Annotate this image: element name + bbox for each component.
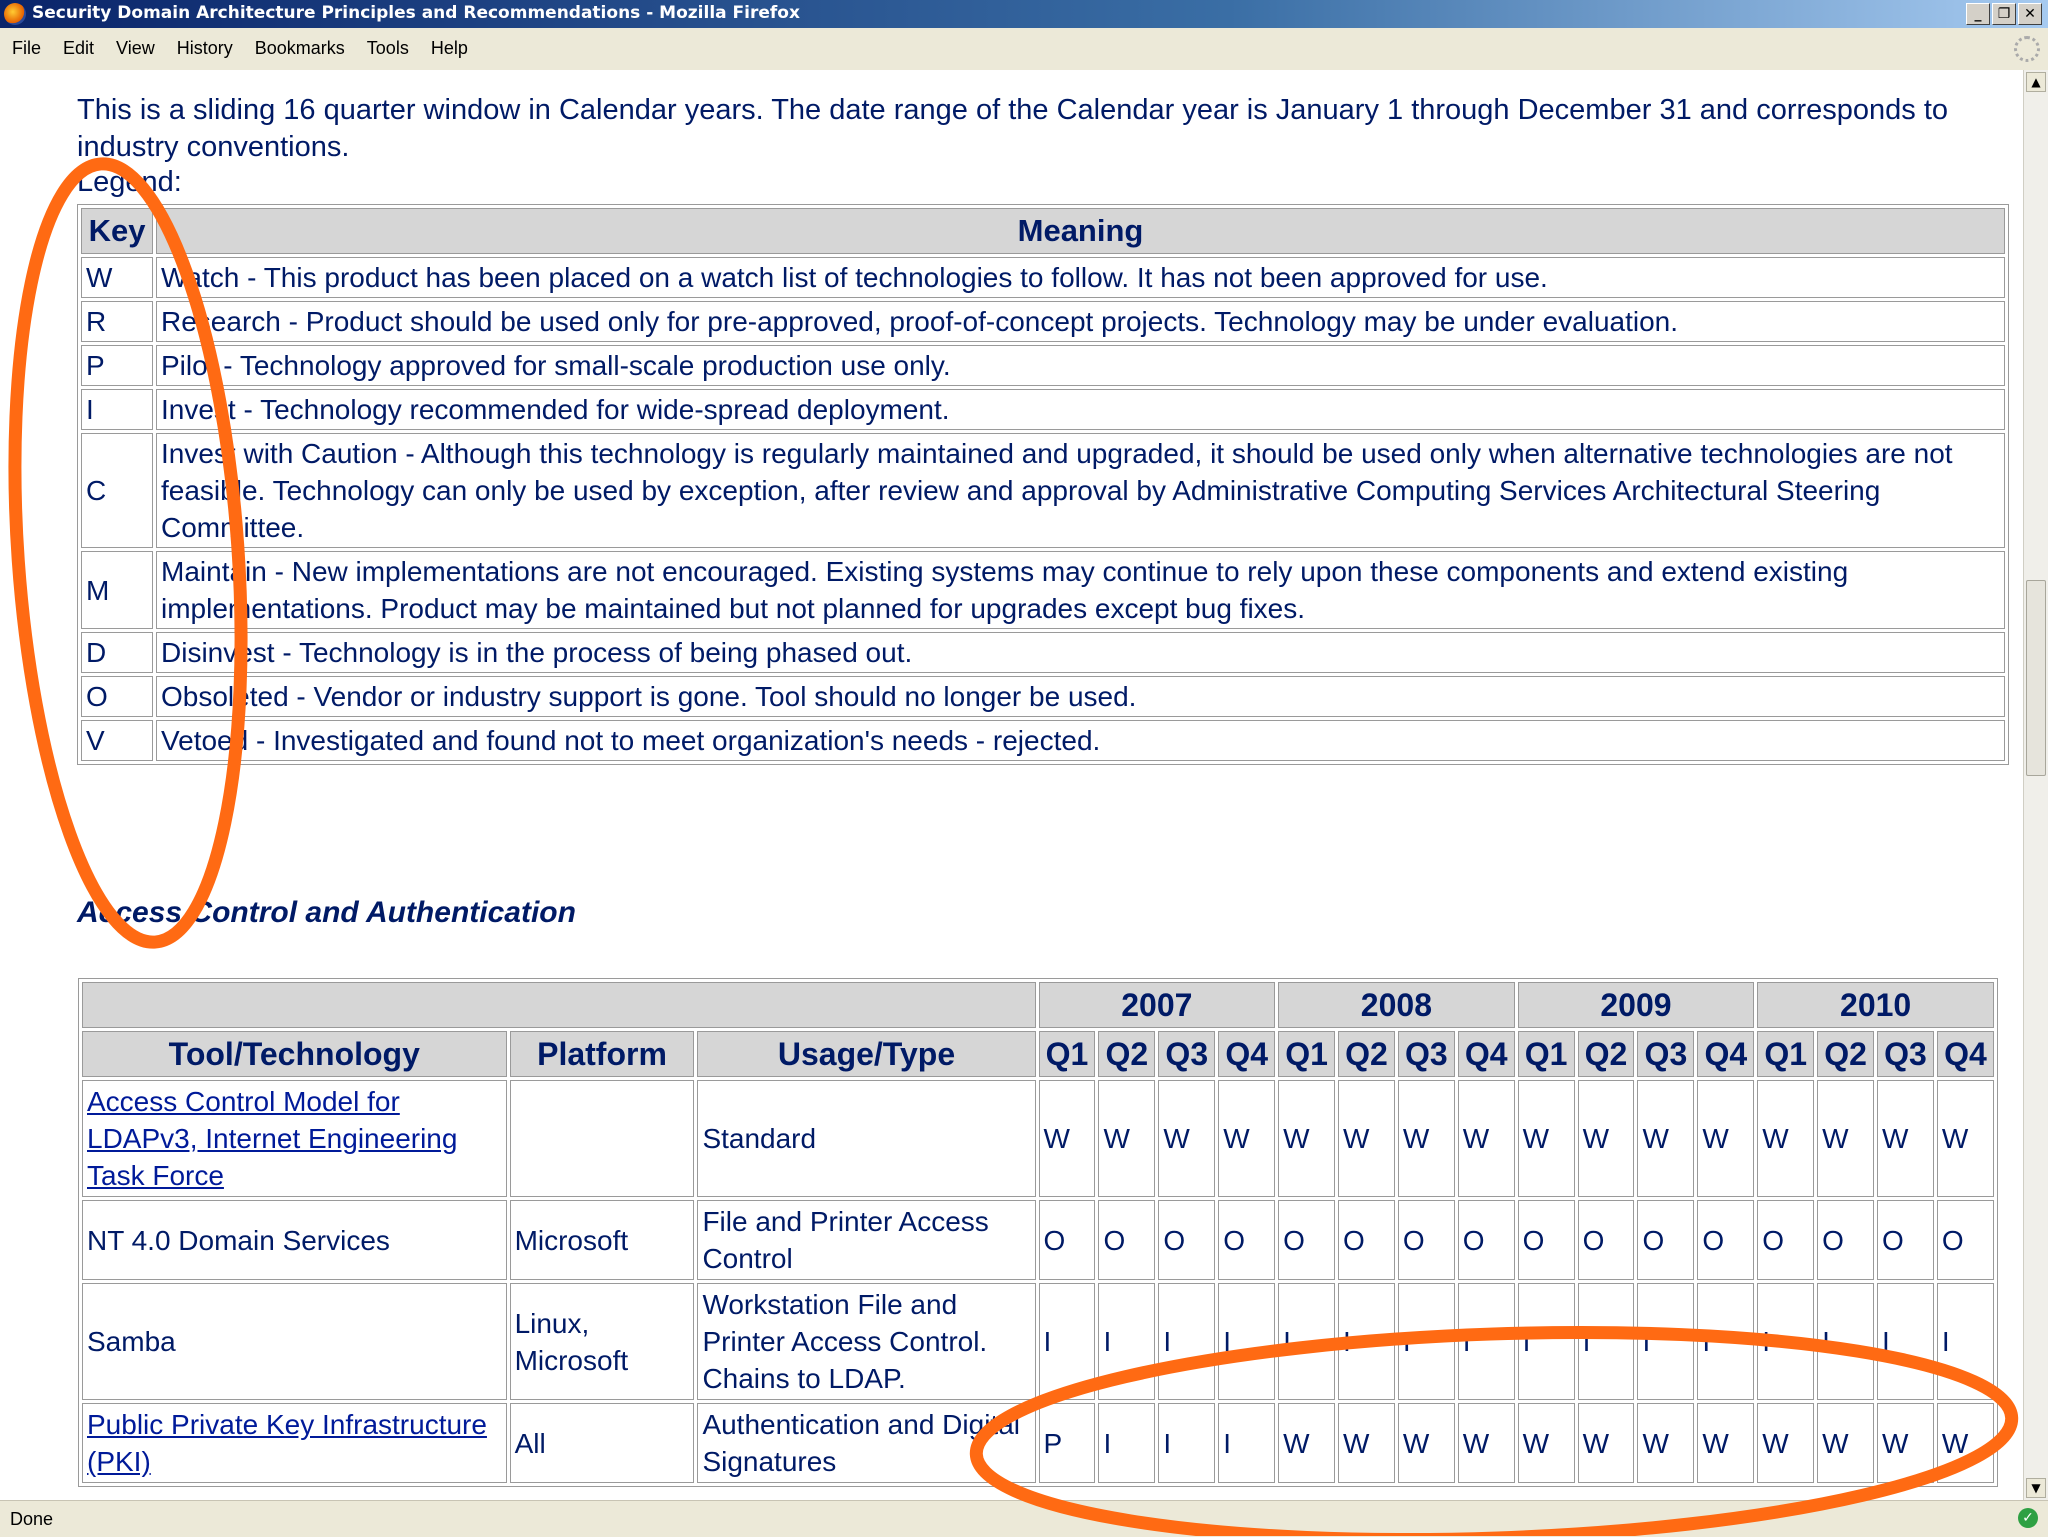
platform-cell [510, 1080, 695, 1197]
header-platform: Platform [510, 1031, 695, 1077]
quarter-status-cell: W [1757, 1080, 1814, 1197]
menu-history[interactable]: History [176, 38, 233, 58]
quarter-status-cell: W [1039, 1080, 1096, 1197]
quarter-status-cell: W [1937, 1080, 1994, 1197]
legend-row [81, 433, 2005, 548]
quarter-status-cell: O [1278, 1200, 1335, 1280]
tool-name: NT 4.0 Domain Services [87, 1224, 390, 1256]
quarter-status-cell: W [1757, 1403, 1814, 1483]
quarter-header: Q2 [1338, 1031, 1395, 1077]
quarter-header: Q3 [1158, 1031, 1215, 1077]
quarter-status-cell: O [1877, 1200, 1934, 1280]
usage-cell: File and Printer Access Control [697, 1200, 1035, 1280]
technology-row [82, 1403, 1994, 1483]
legend-meaning: Maintain - New implementations are not encouraged. Existing systems may continue to rely upon these components and extend existing implementations. Product may be maintained but not planned for upgrades except bug fixes. [156, 551, 2005, 629]
legend-key: M [81, 551, 153, 629]
window-title-bar [0, 0, 2048, 28]
quarter-status-cell: W [1398, 1080, 1455, 1197]
quarter-status-cell: W [1817, 1080, 1874, 1197]
quarter-status-cell: O [1398, 1200, 1455, 1280]
legend-key: V [81, 720, 153, 761]
page-content [0, 70, 2024, 1500]
quarter-status-cell: O [1218, 1200, 1275, 1280]
status-text: Done [10, 1509, 54, 1529]
quarter-status-cell: W [1578, 1403, 1635, 1483]
menu-bookmarks[interactable]: Bookmarks [254, 38, 345, 58]
quarter-status-cell: O [1458, 1200, 1515, 1280]
header-usage: Usage/Type [697, 1031, 1035, 1077]
year-header: 2010 [1757, 982, 1994, 1028]
intro-text: This is a sliding 16 quarter window in Calendar years. The date range of the Calendar year is January 1 through December 31 and corresponds to industry conventions. [77, 94, 1949, 163]
menu-file[interactable]: File [12, 38, 42, 58]
legend-row [81, 389, 2005, 430]
quarter-status-cell: P [1039, 1403, 1096, 1483]
platform-cell: All [510, 1403, 695, 1483]
quarter-header: Q1 [1757, 1031, 1814, 1077]
legend-meaning: Invest - Technology recommended for wide-spread deployment. [156, 389, 2005, 430]
quarter-status-cell: W [1697, 1403, 1754, 1483]
quarter-status-cell: W [1937, 1403, 1994, 1483]
legend-table [77, 204, 2009, 765]
quarter-status-cell: O [1817, 1200, 1874, 1280]
usage-cell: Workstation File and Printer Access Control. Chains to LDAP. [697, 1283, 1035, 1400]
legend-meaning: Obsoleted - Vendor or industry support is gone. Tool should no longer be used. [156, 676, 2005, 717]
quarter-status-cell: I [1757, 1283, 1814, 1400]
tool-link[interactable]: Public Private Key Infrastructure (PKI) [87, 1409, 487, 1477]
quarter-status-cell: I [1218, 1403, 1275, 1483]
quarter-status-cell: I [1937, 1283, 1994, 1400]
legend-row [81, 632, 2005, 673]
platform-cell: Microsoft [510, 1200, 695, 1280]
legend-header-meaning: Meaning [156, 208, 2005, 254]
firefox-icon [4, 3, 26, 25]
quarter-status-cell: I [1398, 1283, 1455, 1400]
window-title: Security Domain Architecture Principles and Recommendations - Mozilla Firefox [32, 3, 800, 23]
tool-cell [82, 1283, 507, 1400]
quarter-header: Q1 [1039, 1031, 1096, 1077]
legend-row [81, 676, 2005, 717]
usage-cell: Authentication and Digital Signatures [697, 1403, 1035, 1483]
legend-meaning: Invest with Caution - Although this technology is regularly maintained and upgraded, it should be used only when alternative technologies are not feasible. Technology can only be used by exception, after review and approval by Administrative Computing Services Architectural Steering Committee. [156, 433, 2005, 548]
section-title: Access Control and Authentication [77, 896, 576, 929]
quarter-status-cell: W [1637, 1403, 1694, 1483]
quarter-status-cell: O [1338, 1200, 1395, 1280]
close-button[interactable]: ✕ [2018, 3, 2042, 25]
quarter-status-cell: W [1817, 1403, 1874, 1483]
legend-key: P [81, 345, 153, 386]
quarter-status-cell: I [1218, 1283, 1275, 1400]
legend-key: C [81, 433, 153, 548]
quarter-status-cell: I [1518, 1283, 1575, 1400]
quarter-status-cell: W [1877, 1403, 1934, 1483]
tool-name: Samba [87, 1326, 176, 1357]
quarter-header: Q2 [1817, 1031, 1874, 1077]
legend-row [81, 720, 2005, 761]
restore-button[interactable]: ❐ [1992, 3, 2016, 25]
quarter-status-cell: I [1158, 1283, 1215, 1400]
minimize-button[interactable]: _ [1966, 3, 1990, 25]
throbber-icon [2014, 36, 2040, 62]
tool-cell [82, 1403, 507, 1483]
quarter-status-cell: I [1697, 1283, 1754, 1400]
quarter-status-cell: W [1218, 1080, 1275, 1197]
scroll-down-arrow-icon[interactable]: ▼ [2026, 1478, 2046, 1498]
quarter-status-cell: W [1637, 1080, 1694, 1197]
quarter-status-cell: W [1458, 1080, 1515, 1197]
quarter-status-cell: I [1877, 1283, 1934, 1400]
vertical-scrollbar[interactable] [2023, 70, 2048, 1500]
year-header: 2007 [1039, 982, 1276, 1028]
quarter-status-cell: I [1817, 1283, 1874, 1400]
quarter-status-cell: W [1338, 1403, 1395, 1483]
status-bar [0, 1500, 2048, 1537]
quarter-status-cell: I [1098, 1403, 1155, 1483]
tool-link[interactable]: Access Control Model for LDAPv3, Internet Engineering Task Force [87, 1086, 458, 1191]
quarter-header: Q1 [1278, 1031, 1335, 1077]
window-controls [1966, 3, 2042, 25]
legend-row [81, 345, 2005, 386]
technology-row [82, 1283, 1994, 1400]
quarter-status-cell: W [1098, 1080, 1155, 1197]
quarter-status-cell: I [1637, 1283, 1694, 1400]
legend-meaning: Watch - This product has been placed on a watch list of technologies to follow. It has not been approved for use. [156, 257, 2005, 298]
quarter-header: Q2 [1578, 1031, 1635, 1077]
quarter-status-cell: W [1518, 1080, 1575, 1197]
legend-key: I [81, 389, 153, 430]
quarter-status-cell: I [1338, 1283, 1395, 1400]
quarter-status-cell: O [1158, 1200, 1215, 1280]
tool-cell [82, 1200, 507, 1280]
quarter-header: Q3 [1637, 1031, 1694, 1077]
menu-help[interactable]: Help [430, 38, 468, 58]
legend-meaning: Pilot - Technology approved for small-scale production use only. [156, 345, 2005, 386]
quarter-status-cell: I [1039, 1283, 1096, 1400]
technology-row [82, 1200, 1994, 1280]
quarter-status-cell: W [1578, 1080, 1635, 1197]
quarter-status-cell: I [1458, 1283, 1515, 1400]
quarter-status-cell: O [1937, 1200, 1994, 1280]
menu-view[interactable]: View [116, 38, 155, 58]
quarter-status-cell: O [1637, 1200, 1694, 1280]
quarter-header: Q4 [1218, 1031, 1275, 1077]
legend-row [81, 551, 2005, 629]
scrollbar-thumb[interactable] [2026, 580, 2046, 776]
quarter-status-cell: W [1458, 1403, 1515, 1483]
quarter-header: Q4 [1697, 1031, 1754, 1077]
legend-meaning: Vetoed - Investigated and found not to meet organization's needs - rejected. [156, 720, 2005, 761]
quarter-status-cell: O [1578, 1200, 1635, 1280]
quarter-status-cell: W [1877, 1080, 1934, 1197]
quarter-status-cell: I [1278, 1283, 1335, 1400]
year-header: 2009 [1518, 982, 1755, 1028]
legend-key: W [81, 257, 153, 298]
quarter-status-cell: I [1098, 1283, 1155, 1400]
quarter-status-cell: W [1278, 1403, 1335, 1483]
quarter-header: Q1 [1518, 1031, 1575, 1077]
quarter-status-cell: W [1398, 1403, 1455, 1483]
platform-cell: Linux, Microsoft [510, 1283, 695, 1400]
header-tool: Tool/Technology [82, 1031, 507, 1077]
legend-label: Legend: [77, 166, 182, 198]
legend-row [81, 257, 2005, 298]
quarter-status-cell: O [1518, 1200, 1575, 1280]
quarter-status-cell: W [1158, 1080, 1215, 1197]
quarter-status-cell: I [1158, 1403, 1215, 1483]
legend-header-key: Key [81, 208, 153, 254]
usage-cell: Standard [697, 1080, 1035, 1197]
year-header: 2008 [1278, 982, 1515, 1028]
legend-meaning: Research - Product should be used only for pre-approved, proof-of-concept projects. Technology may be under evaluation. [156, 301, 2005, 342]
quarter-header: Q3 [1398, 1031, 1455, 1077]
legend-key: D [81, 632, 153, 673]
quarter-status-cell: W [1518, 1403, 1575, 1483]
quarter-status-cell: O [1697, 1200, 1754, 1280]
scroll-up-arrow-icon[interactable]: ▲ [2026, 72, 2046, 92]
quarter-status-cell: W [1278, 1080, 1335, 1197]
tool-cell [82, 1080, 507, 1197]
year-header-spacer [82, 982, 1036, 1028]
legend-row [81, 301, 2005, 342]
technology-row [82, 1080, 1994, 1197]
quarter-header: Q2 [1098, 1031, 1155, 1077]
quarter-status-cell: O [1098, 1200, 1155, 1280]
quarter-header: Q4 [1937, 1031, 1994, 1077]
menu-bar [0, 28, 2048, 71]
technology-table [78, 978, 1998, 1487]
legend-key: R [81, 301, 153, 342]
quarter-header: Q4 [1458, 1031, 1515, 1077]
status-ok-icon: ✓ [2018, 1508, 2038, 1528]
quarter-status-cell: W [1697, 1080, 1754, 1197]
quarter-status-cell: O [1039, 1200, 1096, 1280]
legend-meaning: Disinvest - Technology is in the process of being phased out. [156, 632, 2005, 673]
quarter-status-cell: O [1757, 1200, 1814, 1280]
legend-key: O [81, 676, 153, 717]
quarter-status-cell: I [1578, 1283, 1635, 1400]
menu-tools[interactable]: Tools [366, 38, 409, 58]
quarter-header: Q3 [1877, 1031, 1934, 1077]
quarter-status-cell: W [1338, 1080, 1395, 1197]
menu-edit[interactable]: Edit [63, 38, 95, 58]
